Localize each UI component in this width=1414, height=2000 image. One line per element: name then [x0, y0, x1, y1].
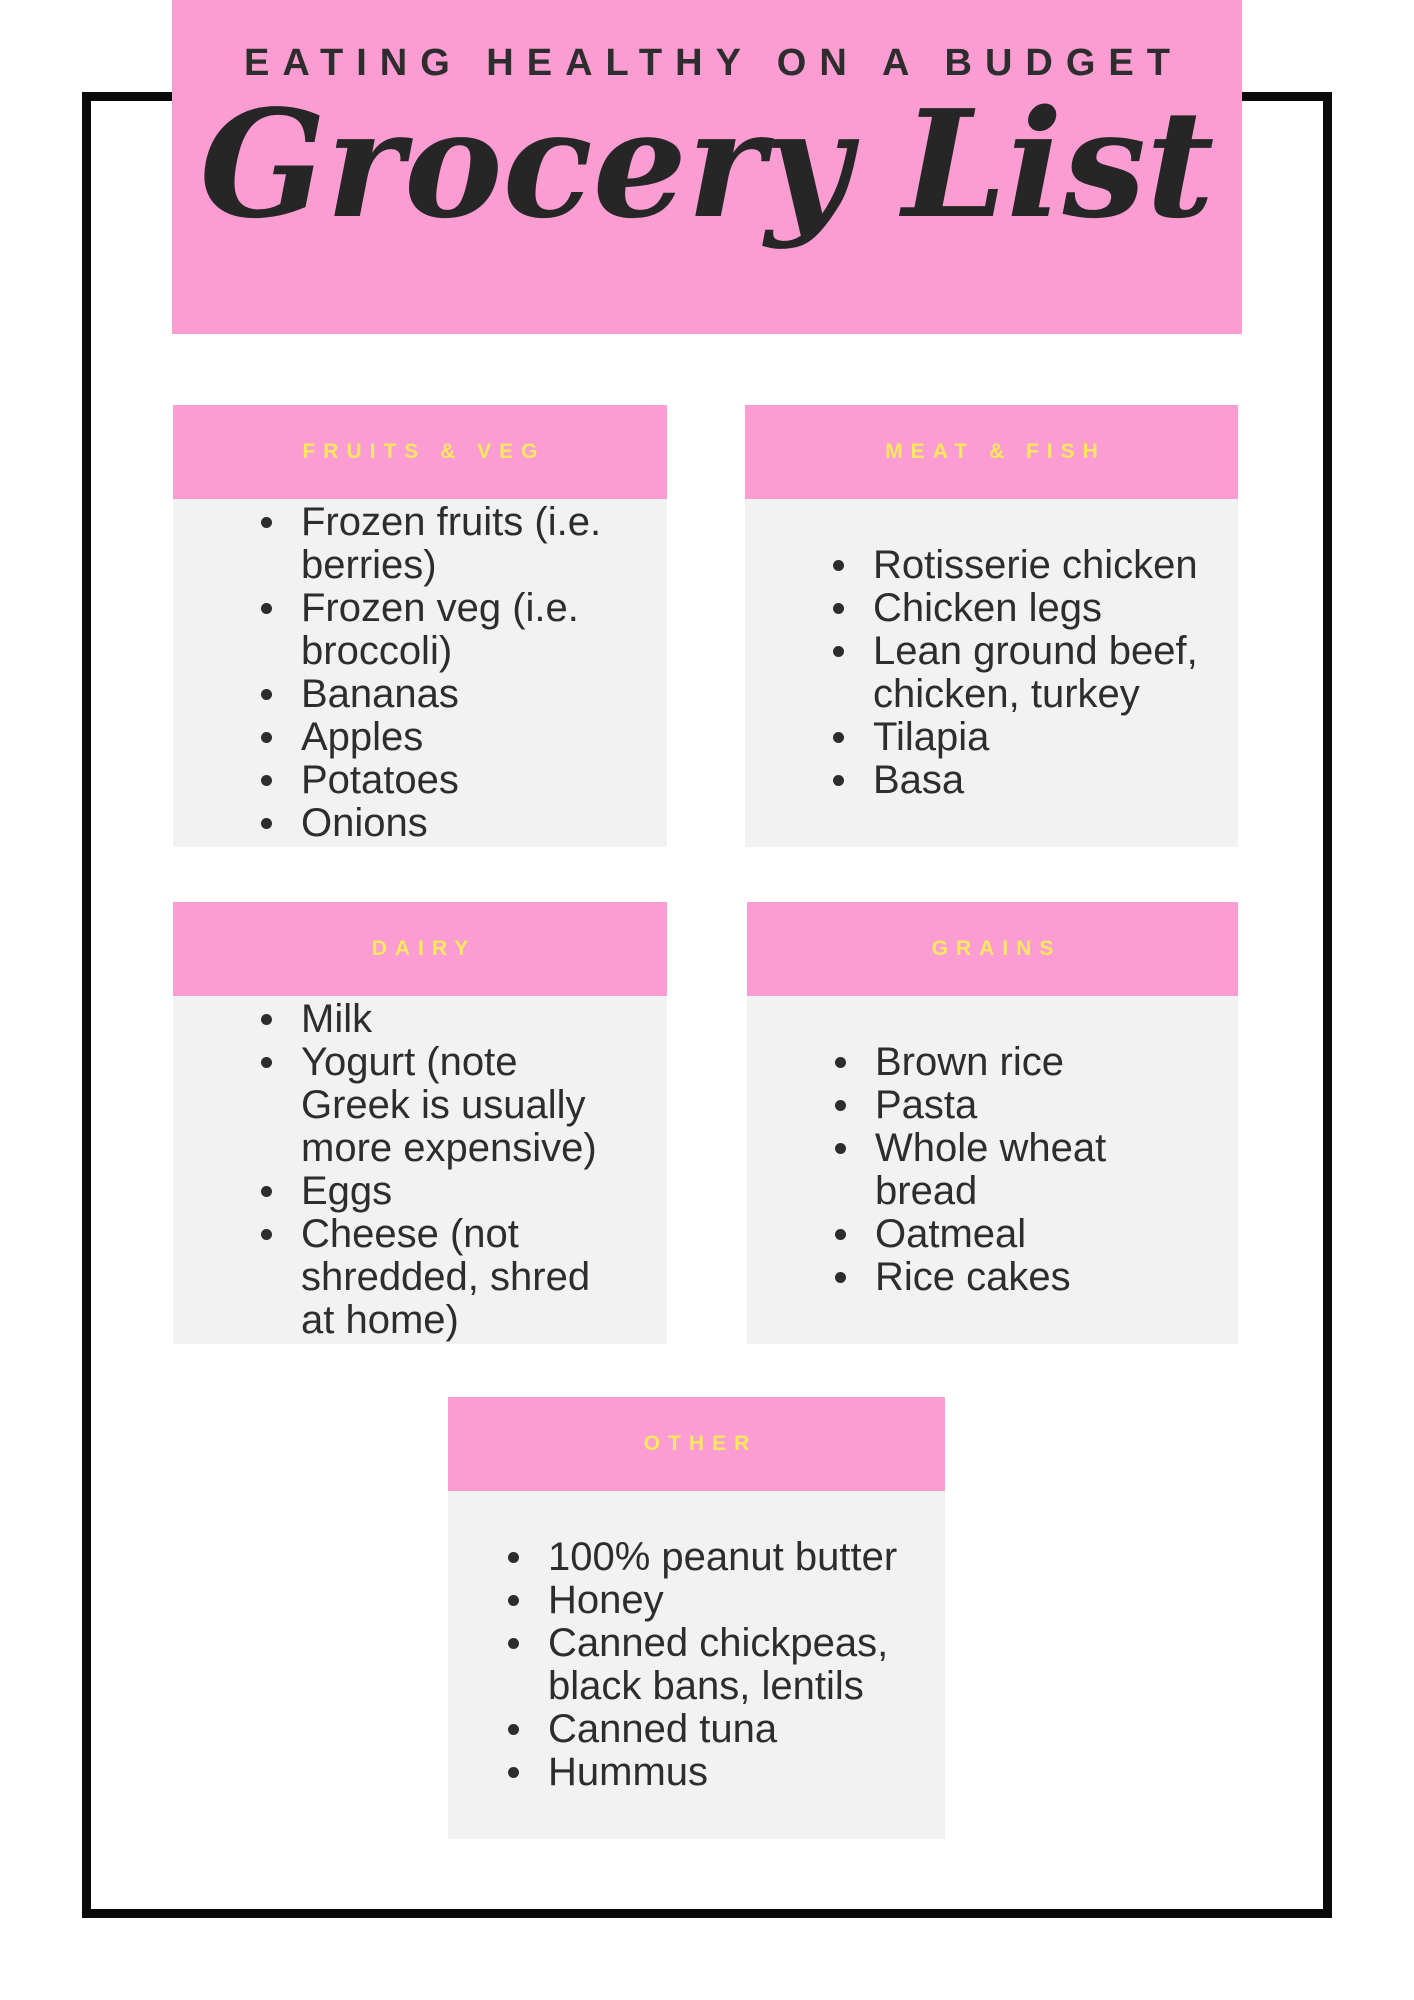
bullet-dot — [261, 1229, 272, 1240]
list-item-text: Apples — [301, 715, 424, 759]
list-line — [261, 759, 657, 802]
card-fruits-veg — [173, 405, 667, 847]
list-item-text: Onions — [301, 801, 428, 845]
list-item-text: Canned chickpeas, — [548, 1621, 889, 1665]
list-item-text: Brown rice — [875, 1040, 1064, 1084]
list-item-text: broccoli) — [301, 629, 453, 673]
list-line — [833, 759, 1228, 802]
list-line — [835, 1213, 1228, 1256]
list-item-text: bread — [875, 1169, 978, 1213]
bullet-dot — [261, 818, 272, 829]
list-item-text: Pasta — [875, 1083, 978, 1127]
list-item-text: Chicken legs — [873, 586, 1103, 630]
card-other — [448, 1397, 945, 1839]
list-line — [508, 1751, 935, 1794]
card-fruits-veg-header — [173, 405, 667, 499]
card-dairy — [173, 902, 667, 1344]
list-item-text: Frozen fruits (i.e. — [301, 500, 602, 544]
bullet-dot — [835, 1100, 846, 1111]
list-line — [835, 1170, 1228, 1213]
list-item-text: Rice cakes — [875, 1255, 1071, 1299]
list-item-text: Eggs — [301, 1169, 393, 1213]
list-line — [261, 1213, 657, 1256]
bullet-dot — [508, 1724, 519, 1735]
list-line — [508, 1579, 935, 1622]
list-item-text: Lean ground beef, — [873, 629, 1198, 673]
card-meat-fish-list — [745, 499, 1238, 847]
card-dairy-title: DAIRY — [371, 937, 477, 960]
list-line — [833, 716, 1228, 759]
card-grains-header — [747, 902, 1238, 996]
bullet-dot — [508, 1638, 519, 1649]
header-kicker: EATING HEALTHY ON A BUDGET — [244, 42, 1183, 84]
card-other-list — [448, 1491, 945, 1839]
bullet-dot — [261, 1014, 272, 1025]
list-item-text: Basa — [873, 758, 965, 802]
card-dairy-list — [173, 996, 667, 1344]
list-item-text: Whole wheat — [875, 1126, 1107, 1170]
list-item-text: 100% peanut butter — [548, 1535, 898, 1579]
card-fruits-veg-list — [173, 499, 667, 847]
bullet-dot — [833, 732, 844, 743]
list-item-text: shredded, shred — [301, 1255, 591, 1299]
list-item-text: Oatmeal — [875, 1212, 1027, 1256]
card-grains-title: GRAINS — [931, 937, 1062, 960]
list-line — [261, 1170, 657, 1213]
list-item-text: Potatoes — [301, 758, 459, 802]
list-line — [261, 1299, 657, 1342]
bullet-dot — [508, 1595, 519, 1606]
card-meat-fish-title: MEAT & FISH — [885, 440, 1106, 463]
list-item-text: Greek is usually — [301, 1083, 586, 1127]
list-line — [508, 1536, 935, 1579]
list-item-text: black bans, lentils — [548, 1664, 864, 1708]
list-line — [261, 1127, 657, 1170]
bullet-dot — [833, 560, 844, 571]
list-item-text: Hummus — [548, 1750, 709, 1794]
list-line — [261, 802, 657, 845]
bullet-dot — [835, 1272, 846, 1283]
bullet-dot — [833, 603, 844, 614]
list-item-text: chicken, turkey — [873, 672, 1140, 716]
list-line — [835, 1256, 1228, 1299]
list-item-text: Cheese (not — [301, 1212, 519, 1256]
list-line — [835, 1084, 1228, 1127]
list-item-text: Canned tuna — [548, 1707, 778, 1751]
list-line — [261, 1041, 657, 1084]
page-title: Grocery List — [199, 77, 1215, 251]
bullet-dot — [261, 603, 272, 614]
list-line — [261, 673, 657, 716]
list-item-text: Tilapia — [873, 715, 990, 759]
bullet-dot — [833, 646, 844, 657]
list-item-text: berries) — [301, 543, 437, 587]
main-header — [172, 0, 1242, 334]
list-line — [261, 716, 657, 759]
list-line — [833, 630, 1228, 673]
bullet-dot — [835, 1057, 846, 1068]
bullet-dot — [261, 1057, 272, 1068]
card-grains — [747, 902, 1238, 1344]
list-line — [833, 587, 1228, 630]
list-line — [508, 1708, 935, 1751]
bullet-dot — [835, 1143, 846, 1154]
list-item-text: at home) — [301, 1298, 459, 1342]
card-other-header — [448, 1397, 945, 1491]
bullet-dot — [835, 1229, 846, 1240]
bullet-dot — [261, 517, 272, 528]
bullet-dot — [261, 732, 272, 743]
card-grains-list — [747, 996, 1238, 1344]
bullet-dot — [508, 1552, 519, 1563]
list-line — [261, 501, 657, 544]
list-line — [508, 1665, 935, 1708]
list-line — [261, 587, 657, 630]
card-meat-fish — [745, 405, 1238, 847]
list-line — [833, 544, 1228, 587]
bullet-dot — [261, 1186, 272, 1197]
list-line — [261, 544, 657, 587]
list-line — [261, 630, 657, 673]
bullet-dot — [508, 1767, 519, 1778]
card-fruits-veg-title: FRUITS & VEG — [302, 440, 546, 463]
card-other-title: OTHER — [643, 1432, 758, 1455]
bullet-dot — [261, 775, 272, 786]
list-line — [833, 673, 1228, 716]
list-line — [835, 1041, 1228, 1084]
list-item-text: Rotisserie chicken — [873, 543, 1198, 587]
card-meat-fish-header — [745, 405, 1238, 499]
card-dairy-header — [173, 902, 667, 996]
list-item-text: more expensive) — [301, 1126, 597, 1170]
list-item-text: Yogurt (note — [301, 1040, 518, 1084]
list-item-text: Milk — [301, 997, 373, 1041]
list-item-text: Bananas — [301, 672, 459, 716]
bullet-dot — [833, 775, 844, 786]
list-item-text: Honey — [548, 1578, 664, 1622]
list-line — [261, 998, 657, 1041]
list-line — [261, 1256, 657, 1299]
list-line — [508, 1622, 935, 1665]
list-item-text: Frozen veg (i.e. — [301, 586, 579, 630]
list-line — [835, 1127, 1228, 1170]
list-line — [261, 1084, 657, 1127]
bullet-dot — [261, 689, 272, 700]
